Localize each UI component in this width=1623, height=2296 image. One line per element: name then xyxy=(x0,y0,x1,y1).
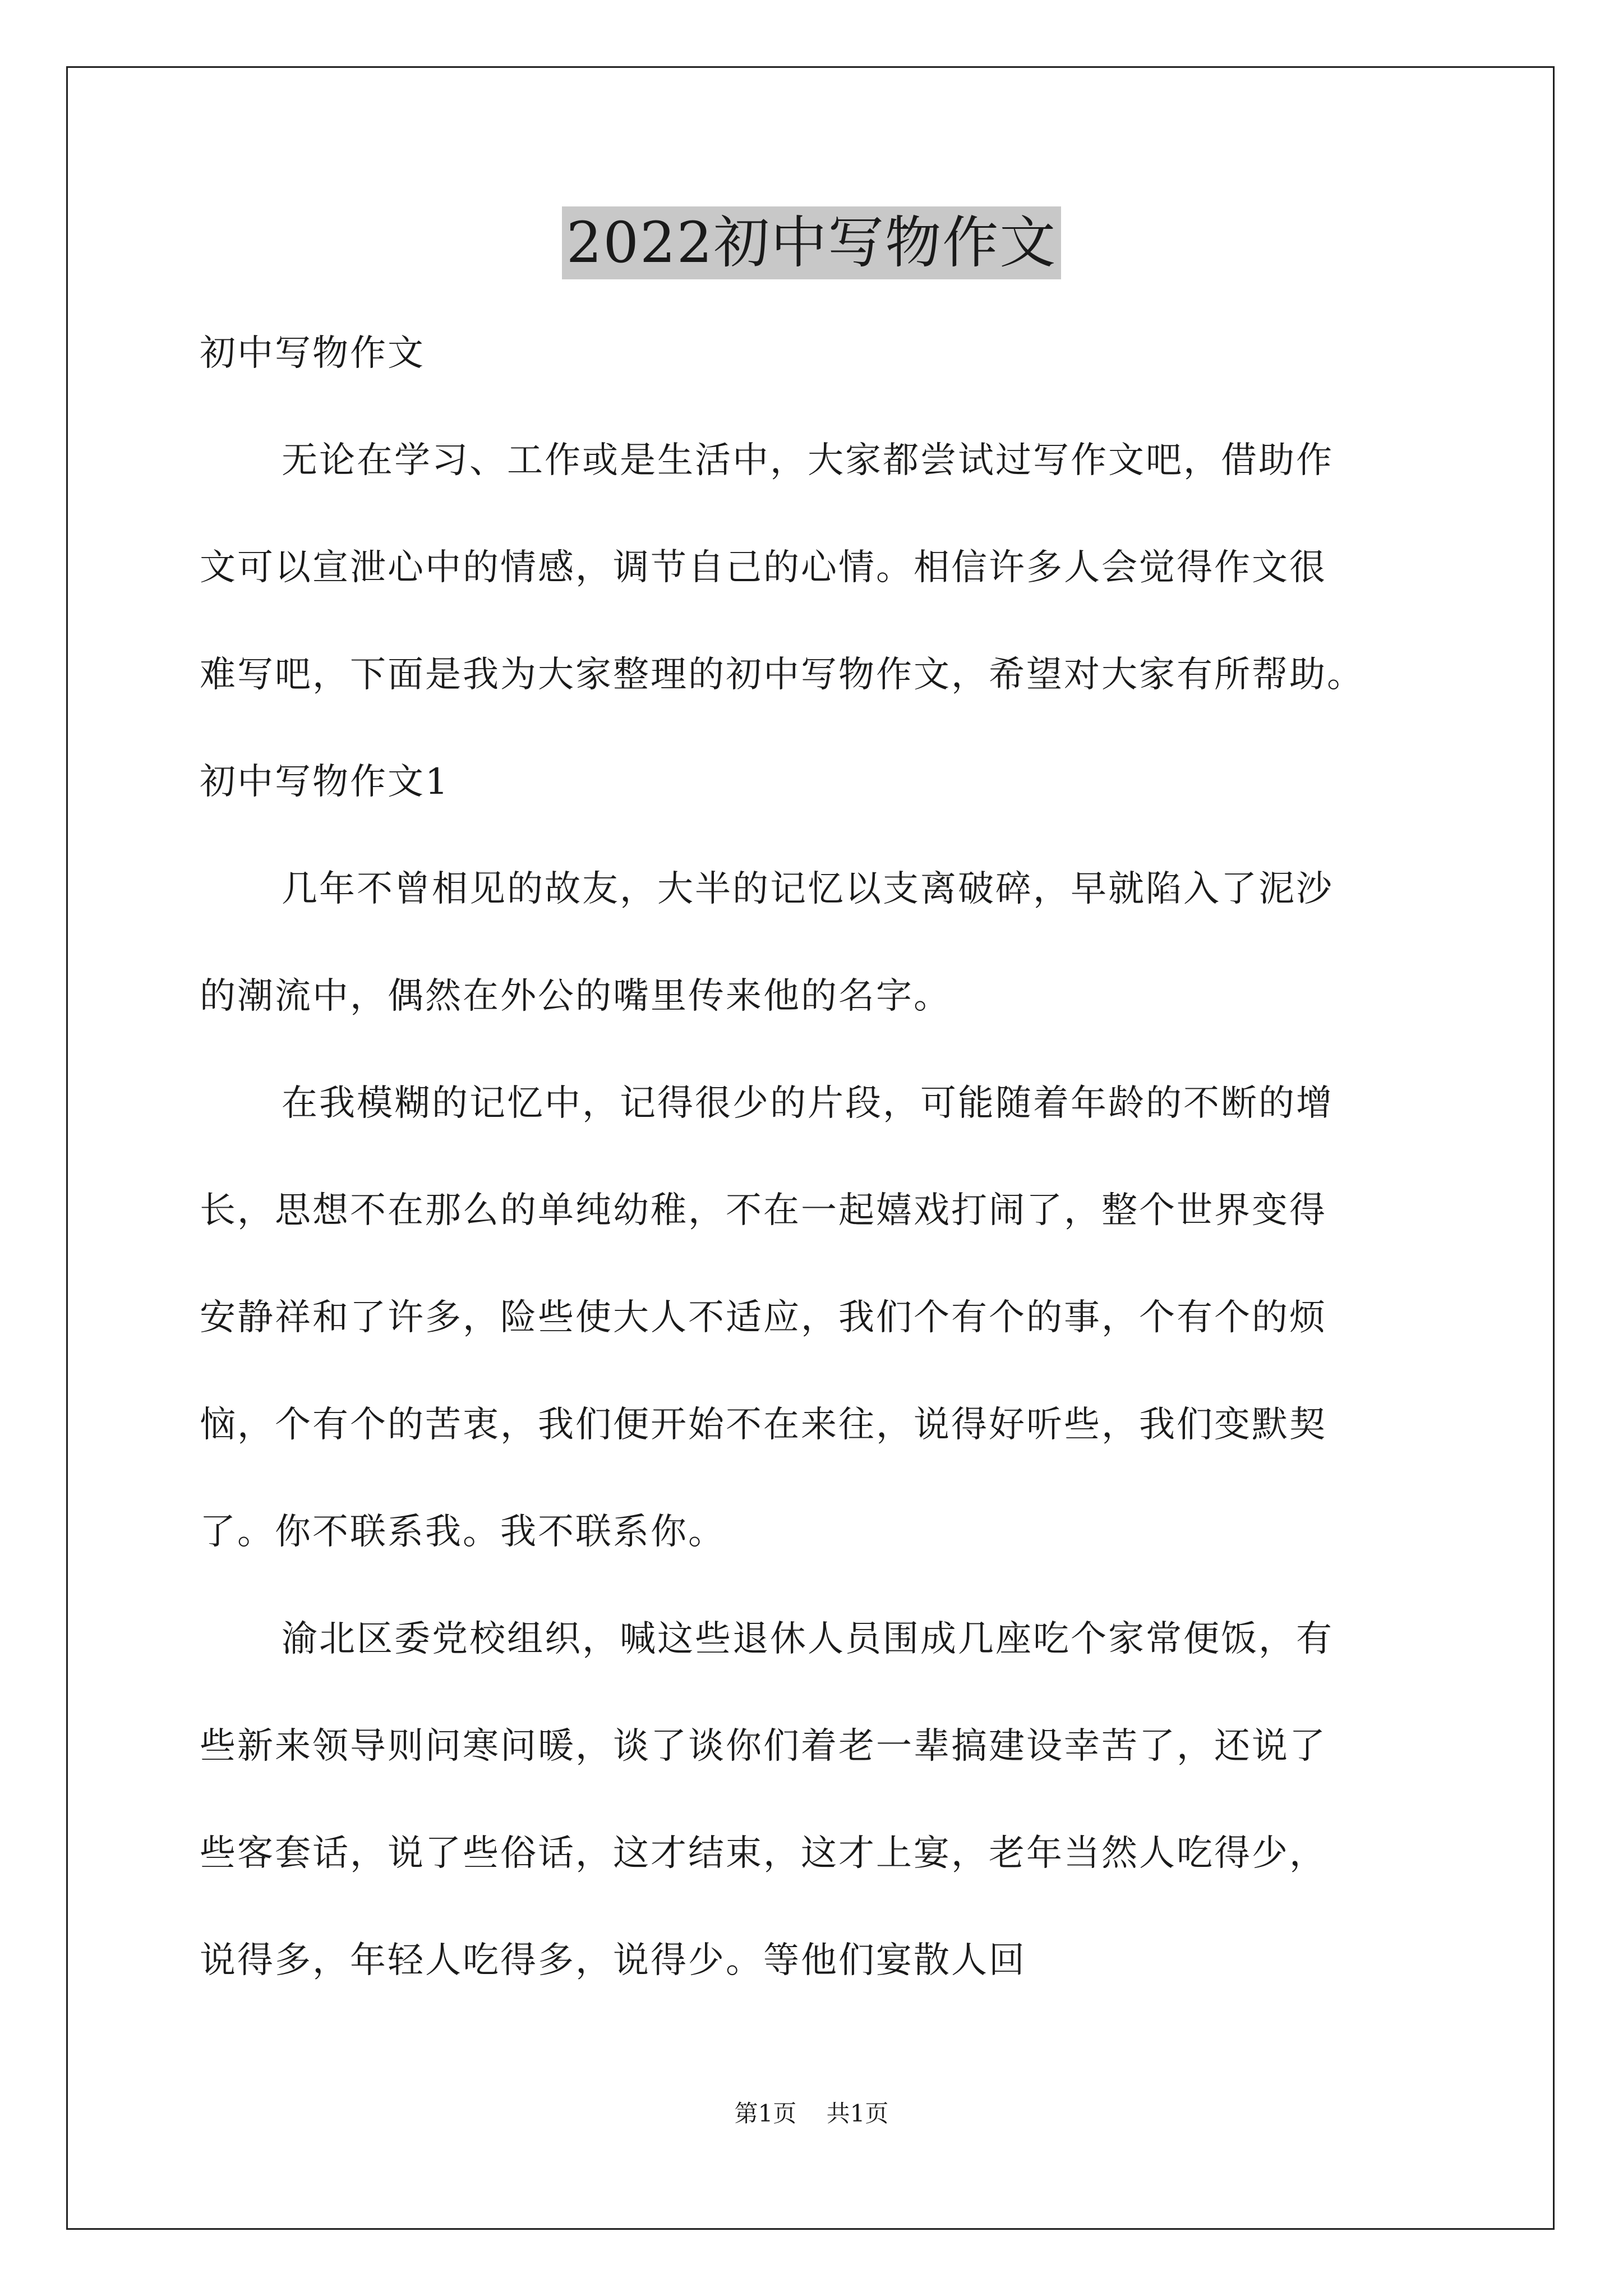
text-line: 的潮流中，偶然在外公的嘴里传来他的名字。 xyxy=(200,976,951,1017)
text-line: 在我模糊的记忆中，记得很少的片段，可能随着年龄的不断的增 xyxy=(282,1083,1334,1124)
text-line: 长，思想不在那么的单纯幼稚，不在一起嬉戏打闹了，整个世界变得 xyxy=(200,1190,1327,1231)
text-line: 恼，个有个的苦衷，我们便开始不在来往，说得好听些，我们变默契 xyxy=(200,1404,1327,1446)
text-line: 些新来领导则问寒问暖，谈了谈你们着老一辈搞建设幸苦了，还说了 xyxy=(200,1726,1327,1767)
text-line: 安静祥和了许多，险些使大人不适应，我们个有个的事，个有个的烦 xyxy=(200,1297,1327,1338)
text-line: 初中写物作文1 xyxy=(200,761,450,803)
text-line: 文可以宣泄心中的情感，调节自己的心情。相信许多人会觉得作文很 xyxy=(200,547,1327,588)
text-line: 无论在学习、工作或是生活中，大家都尝试过写作文吧，借助作 xyxy=(282,440,1334,481)
title-container xyxy=(0,206,1623,279)
text-line: 了。你不联系我。我不联系你。 xyxy=(200,1511,726,1553)
text-line: 说得多，年轻人吃得多，说得少。等他们宴散人回 xyxy=(200,1940,1026,1981)
document-title: 2022初中写物作文 xyxy=(562,206,1062,279)
text-line: 几年不曾相见的故友，大半的记忆以支离破碎，早就陷入了泥沙 xyxy=(282,868,1334,910)
page-footer: 第1页 共1页 xyxy=(734,2100,889,2127)
text-line: 些客套话，说了些俗话，这才结束，这才上宴，老年当然人吃得少， xyxy=(200,1833,1327,1874)
text-line: 初中写物作文 xyxy=(200,333,425,374)
document-body xyxy=(200,300,1473,2014)
text-line: 难写吧，下面是我为大家整理的初中写物作文，希望对大家有所帮助。 xyxy=(200,654,1364,696)
text-line: 渝北区委党校组织，喊这些退休人员围成几座吃个家常便饭，有 xyxy=(282,1618,1334,1660)
